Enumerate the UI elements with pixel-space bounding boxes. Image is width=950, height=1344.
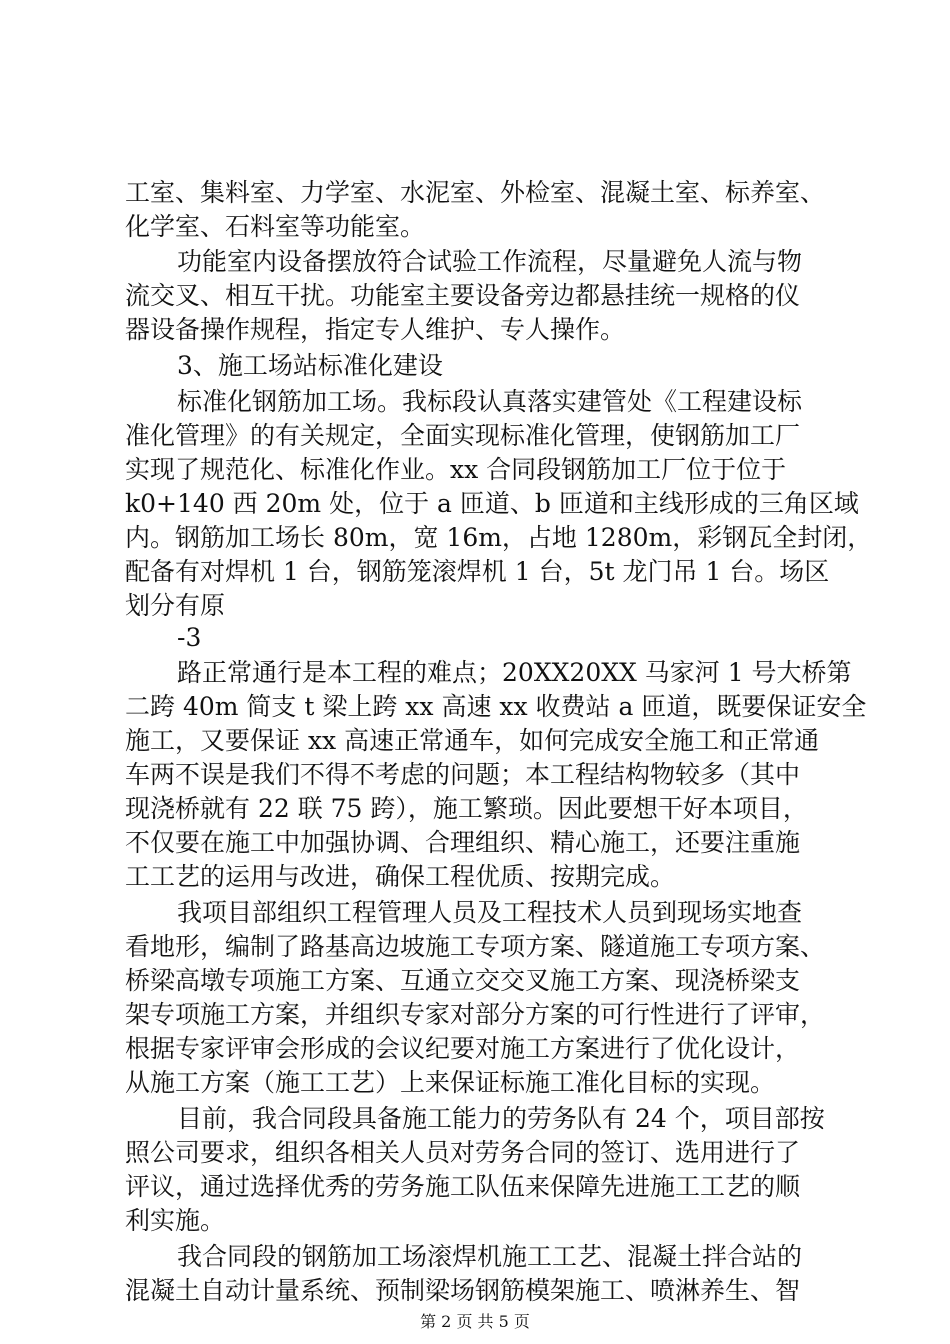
- text-line: 功能室内设备摆放符合试验工作流程，尽量避免人流与物: [177, 247, 803, 276]
- text-line: 路正常通行是本工程的难点；20XX20XX 马家河 1 号大桥第: [177, 658, 852, 687]
- text-line: 化学室、石料室等功能室。: [125, 212, 426, 241]
- text-line: 工室、集料室、力学室、水泥室、外检室、混凝土室、标养室、: [125, 178, 826, 207]
- text-line: 器设备操作规程，指定专人维护、专人操作。: [125, 315, 626, 344]
- text-line: 从施工方案（施工工艺）上来保证标施工准化目标的实现。: [125, 1068, 776, 1097]
- text-line: 工工艺的运用与改进，确保工程优质、按期完成。: [125, 862, 676, 891]
- page-footer: 第 2 页 共 5 页: [420, 1312, 530, 1331]
- text-line: 内。钢筋加工场长 80m，宽 16m，占地 1280m，彩钢瓦全封闭，: [125, 523, 873, 552]
- text-line: k0+140 西 20m 处，位于 a 匝道、b 匝道和主线形成的三角区域: [125, 489, 859, 518]
- text-line: 利实施。: [125, 1206, 226, 1235]
- text-line: 目前，我合同段具备施工能力的劳务队有 24 个，项目部按: [177, 1104, 825, 1133]
- text-line: 看地形，编制了路基高边坡施工专项方案、隧道施工专项方案、: [125, 932, 826, 961]
- text-line: 流交叉、相互干扰。功能室主要设备旁边都悬挂统一规格的仪: [125, 281, 801, 310]
- text-line: 实现了规范化、标准化作业。xx 合同段钢筋加工厂位于位于: [125, 455, 787, 484]
- text-line: 标准化钢筋加工场。我标段认真落实建管处《工程建设标: [177, 387, 803, 416]
- text-line: 配备有对焊机 1 台，钢筋笼滚焊机 1 台，5t 龙门吊 1 台。场区: [125, 557, 830, 586]
- text-line: 架专项施工方案，并组织专家对部分方案的可行性进行了评审，: [125, 1000, 826, 1029]
- text-line: 二跨 40m 简支 t 梁上跨 xx 高速 xx 收费站 a 匝道，既要保证安全: [125, 692, 867, 721]
- text-line: 划分有原: [125, 591, 226, 620]
- text-line: 我合同段的钢筋加工场滚焊机施工工艺、混凝土拌合站的: [177, 1242, 803, 1271]
- text-line: 我项目部组织工程管理人员及工程技术人员到现场实地查: [177, 898, 803, 927]
- text-line: 现浇桥就有 22 联 75 跨），施工繁琐。因此要想干好本项目，: [125, 794, 808, 823]
- text-line: 混凝土自动计量系统、预制梁场钢筋模架施工、喷淋养生、智: [125, 1276, 801, 1305]
- section-heading: 3、施工场站标准化建设: [177, 351, 443, 380]
- text-line: 根据专家评审会形成的会议纪要对施工方案进行了优化设计，: [125, 1034, 801, 1063]
- text-line: 施工，又要保证 xx 高速正常通车，如何完成安全施工和正常通: [125, 726, 820, 755]
- text-line: 车两不误是我们不得不考虑的问题；本工程结构物较多（其中: [125, 760, 801, 789]
- text-line: 照公司要求，组织各相关人员对劳务合同的签订、选用进行了: [125, 1138, 801, 1167]
- page-marker: -3: [177, 623, 202, 652]
- text-line: 准化管理》的有关规定，全面实现标准化管理，使钢筋加工厂: [125, 421, 801, 450]
- text-line: 不仅要在施工中加强协调、合理组织、精心施工，还要注重施: [125, 828, 801, 857]
- text-line: 桥梁高墩专项施工方案、互通立交交叉施工方案、现浇桥梁支: [125, 966, 801, 995]
- text-line: 评议，通过选择优秀的劳务施工队伍来保障先进施工工艺的顺: [125, 1172, 801, 1201]
